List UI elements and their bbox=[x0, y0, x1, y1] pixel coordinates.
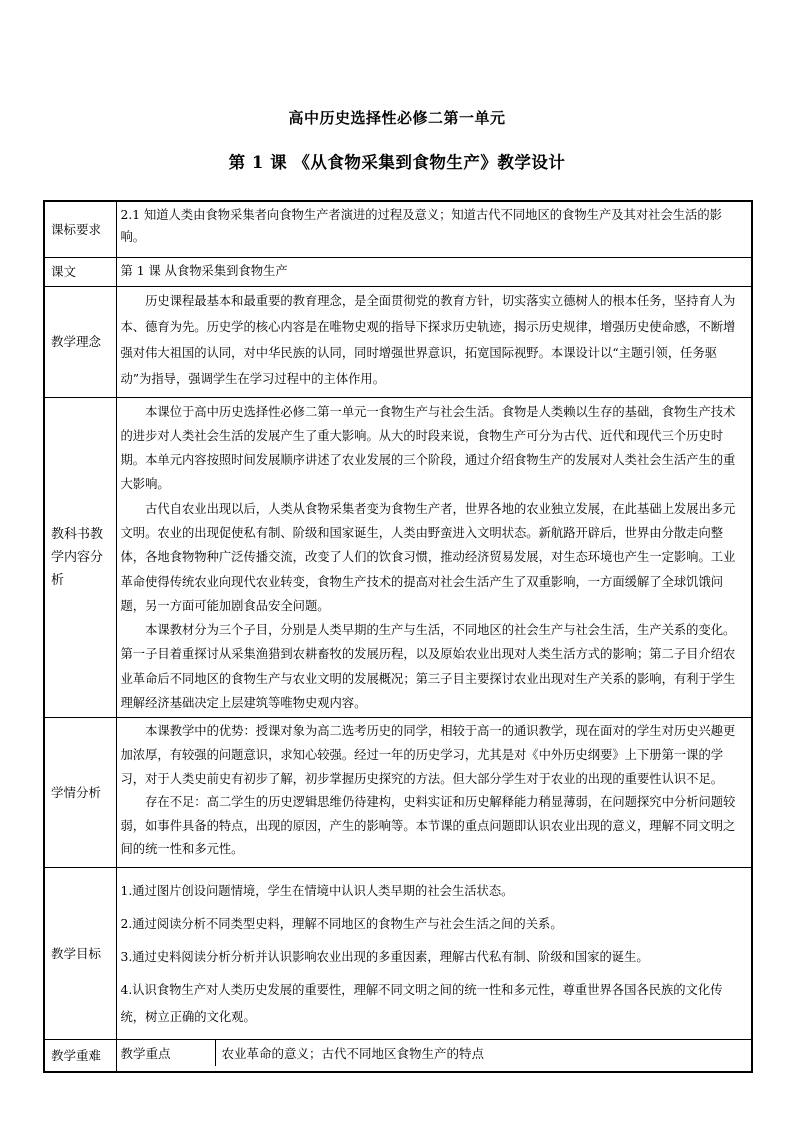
label-keypoints: 教学重难 bbox=[44, 1040, 116, 1072]
label-curriculum: 课标要求 bbox=[44, 201, 116, 257]
goal-item-2: 2.通过阅读分析不同类型史料，理解不同地区的食物生产与社会生活之间的关系。 bbox=[120, 917, 563, 932]
row-textbook bbox=[44, 397, 752, 718]
lesson-plan-table bbox=[43, 200, 753, 1073]
keypoints-subtable bbox=[117, 1040, 752, 1066]
row-goals bbox=[44, 868, 752, 1040]
goal-item-4: 4.认识食物生产对人类历史发展的重要性，理解不同文明之间的统一性和多元性，尊重世界各国各民族的文化传统，树立正确的文化观。 bbox=[120, 983, 723, 1025]
content-keypoints: 农业革命的意义；古代不同地区食物生产的特点 bbox=[221, 1046, 485, 1062]
textbook-paragraph-1: 本课位于高中历史选择性必修二第一单元一食物生产与社会生活。食物是人类赖以生存的基础，食物生产技术的进步对人类社会生活的发展产生了重大影响。从大的时段来说，食物生产可分为古代、近代和现代三个历史时期。本单元内容按照时间发展顺序讲述了农业发展的三个阶段，通过介绍食物生产的发展对人类社会生活产生的重大影响。 bbox=[120, 404, 736, 492]
learners-paragraph-2: 存在不足：高二学生的历史逻辑思维仍待建构，史料实证和历史解释能力稍显薄弱，在问题探究中分析问题较弱，如事件具备的特点，出现的原因，产生的影响等。本节课的重点问题即认识农业出现的意义，理解不同文明之间的统一性和多元性。 bbox=[120, 795, 736, 857]
label-learners: 学情分析 bbox=[44, 718, 116, 868]
row-learners bbox=[44, 718, 752, 868]
document-title: 高中历史选择性必修二第一单元 bbox=[288, 109, 506, 127]
goal-item-1: 1.通过图片创设问题情境，学生在情境中认识人类早期的社会生活状态。 bbox=[120, 884, 514, 899]
textbook-paragraph-3: 本课教材分为三个子目，分别是人类早期的生产与生活，不同地区的社会生产与社会生活，生产关系的变化。第一子目着重探讨从采集渔猎到农耕畜牧的发展历程，以及原始农业出现对人类生活方式的影响；第二子目介绍农业革命后不同地区的食物生产与农业文明的发展概况；第三子目主要探讨农业出现对生产关系的影响，有利于学生理解经济基础决定上层建筑等唯物史观内容。 bbox=[120, 623, 736, 711]
textbook-paragraph-2: 古代自农业出现以后，人类从食物采集者变为食物生产者，世界各地的农业独立发展，在此基础上发展出多元文明。农业的出现促使私有制、阶级和国家诞生，人类由野蛮进入文明状态。新航路开辟后，世界由分散走向整体，各地食物物种广泛传播交流，改变了人们的饮食习惯，推动经济贸易发展，对生态环境也产生一定影响。工业革命使得传统农业向现代农业转变，食物生产技术的提高对社会生活产生了双重影响，一方面缓解了全球饥饿问题，另一方面可能加剧食品安全问题。 bbox=[120, 501, 736, 613]
label-textbook: 教科书教学内容分析 bbox=[44, 397, 116, 718]
sub-label-keypoints: 教学重点 bbox=[117, 1040, 216, 1066]
learners-paragraph-1: 本课教学中的优势：授课对象为高二选考历史的同学，相较于高一的通识教学，现在面对的学生对历史兴趣更加浓厚，有较强的问题意识，求知心较强。经过一年的历史学习，尤其是对《中外历史纲要》上下册第一课的学习，对于人类史前史有初步了解，初步掌握历史探究的方法。但大部分学生对于农业的出现的重要性认识不足。 bbox=[120, 724, 736, 786]
content-curriculum: 2.1 知道人类由食物采集者向食物生产者演进的过程及意义；知道古代不同地区的食物生产及其对社会生活的影响。 bbox=[116, 201, 752, 257]
label-lesson: 课文 bbox=[44, 257, 116, 286]
row-keypoints bbox=[44, 1040, 752, 1072]
label-philosophy: 教学理念 bbox=[44, 286, 116, 397]
row-lesson bbox=[44, 257, 752, 286]
philosophy-paragraph: 历史课程最基本和最重要的教育理念，是全面贯彻党的教育方针，切实落实立德树人的根本任务，坚持育人为本、德育为先。历史学的核心内容是在唯物史观的指导下探求历史轨迹，揭示历史规律，增强历史使命感，不断增强对伟大祖国的认同，对中华民族的认同，同时增强世界意识，拓宽国际视野。本课设计以“主题引领，任务驱动”为指导，强调学生在学习过程中的主体作用。 bbox=[120, 293, 736, 386]
goal-item-3: 3.通过史料阅读分析分析并认识影响农业出现的多重因素，理解古代私有制、阶级和国家的诞生。 bbox=[120, 950, 649, 965]
document-subtitle: 第 1 课 《从食物采集到食物生产》教学设计 bbox=[228, 153, 566, 172]
row-curriculum bbox=[44, 201, 752, 257]
row-philosophy bbox=[44, 286, 752, 397]
content-lesson: 第 1 课 从食物采集到食物生产 bbox=[116, 257, 752, 286]
label-goals: 教学目标 bbox=[44, 868, 116, 1040]
